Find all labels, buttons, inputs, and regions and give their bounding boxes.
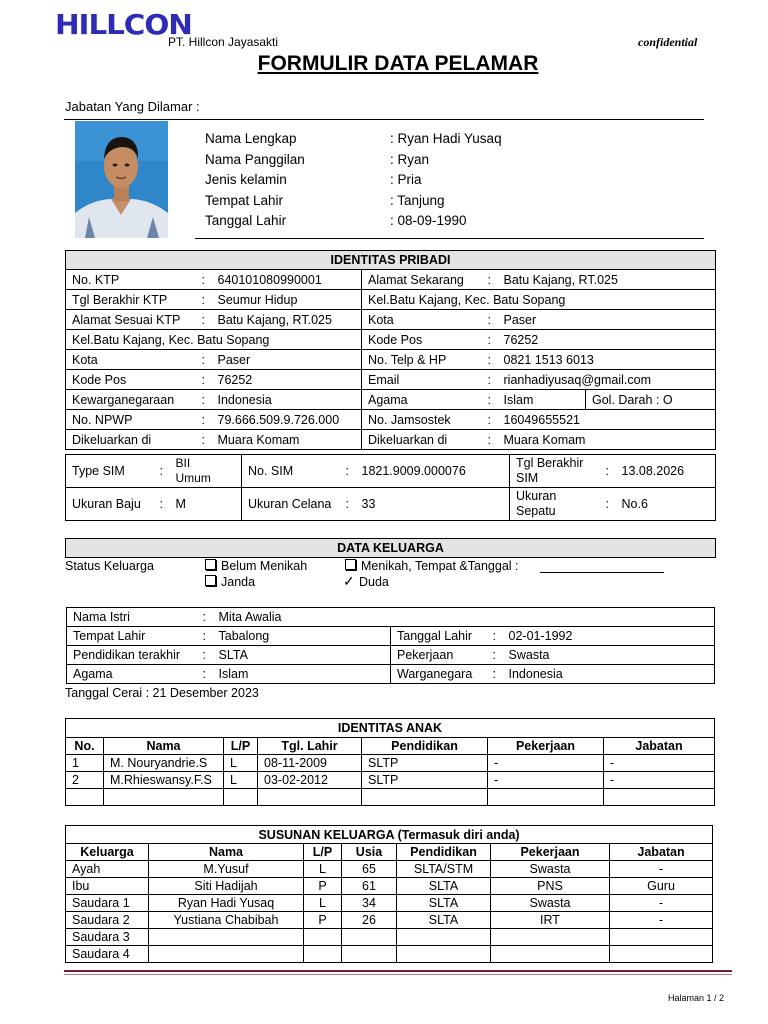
column-header: Pendidikan	[362, 738, 488, 755]
table-cell	[397, 929, 491, 946]
table-cell: Saudara 3	[66, 929, 149, 946]
value-agama-istri: Islam	[213, 665, 391, 684]
value-jamsostek: 16049655521	[498, 410, 716, 430]
colon: :	[482, 310, 498, 330]
column-header: Nama	[104, 738, 224, 755]
colon: :	[482, 430, 498, 450]
table-cell: P	[304, 878, 342, 895]
table-cell: 08-11-2009	[258, 755, 362, 772]
colon: :	[482, 370, 498, 390]
susunan-keluarga-heading: SUSUNAN KELUARGA (Termasuk diri anda)	[66, 826, 713, 844]
column-header: L/P	[304, 844, 342, 861]
label-tgl-sim-1: Tgl Berakhir	[516, 456, 584, 470]
table-cell	[342, 929, 397, 946]
value-pekerjaan-istri: Swasta	[503, 646, 715, 665]
table-cell	[362, 789, 488, 806]
table-cell: P	[304, 912, 342, 929]
colon: :	[340, 455, 356, 488]
table-row	[66, 789, 715, 806]
info-value-nama-panggilan: : Ryan	[390, 152, 430, 167]
label-no-ktp: No. KTP	[66, 270, 196, 290]
label-kota-ktp: Kota	[66, 350, 196, 370]
table-row	[66, 946, 713, 963]
table-cell: M.Yusuf	[149, 861, 304, 878]
value-email: rianhadiyusaq@gmail.com	[498, 370, 716, 390]
table-cell	[610, 929, 713, 946]
data-keluarga-heading: DATA KELUARGA	[65, 538, 716, 558]
option-belum-menikah[interactable]	[205, 559, 307, 573]
table-row	[66, 878, 713, 895]
istri-table	[66, 607, 715, 684]
option-belum-menikah-label: Belum Menikah	[221, 559, 308, 573]
table-cell: Ayah	[66, 861, 149, 878]
value-ukuran-celana: 33	[356, 488, 510, 521]
table-cell: IRT	[491, 912, 610, 929]
susunan-header-row	[66, 844, 713, 861]
value-nama-istri: Mita Awalia	[213, 608, 715, 627]
table-cell: L	[304, 895, 342, 912]
table-cell: 1	[66, 755, 104, 772]
info-label-tanggal-lahir: Tanggal Lahir	[205, 213, 287, 228]
colon: :	[196, 390, 212, 410]
label-tgl-sim-2: SIM	[516, 471, 539, 485]
label-pekerjaan-istri: Pekerjaan	[391, 646, 487, 665]
info-label-tempat-lahir: Tempat Lahir	[205, 193, 284, 208]
divider-info	[195, 238, 704, 239]
jabatan-label: Jabatan Yang Dilamar :	[65, 99, 200, 114]
colon: :	[197, 646, 213, 665]
value-tgl-ktp: Seumur Hidup	[212, 290, 362, 310]
label-tgl-sim	[510, 455, 600, 488]
identitas-anak-heading: IDENTITAS ANAK	[66, 719, 715, 738]
label-telp: No. Telp & HP	[362, 350, 482, 370]
table-cell: -	[610, 895, 713, 912]
label-type-sim: Type SIM	[66, 455, 154, 488]
anak-header-row	[66, 738, 715, 755]
table-cell: SLTP	[362, 755, 488, 772]
colon: :	[487, 627, 503, 646]
table-row	[66, 861, 713, 878]
value-kelurahan-sekarang: Kel.Batu Kajang, Kec. Batu Sopang	[362, 290, 716, 310]
table-cell: L	[304, 861, 342, 878]
company-name: PT. Hillcon Jayasakti	[168, 35, 279, 49]
table-cell: Saudara 4	[66, 946, 149, 963]
label-kewarganegaraan: Kewarganegaraan	[66, 390, 196, 410]
table-cell: Yustiana Chabibah	[149, 912, 304, 929]
column-header: Jabatan	[610, 844, 713, 861]
page-number: Halaman 1 / 2	[668, 993, 725, 1003]
value-alamat-ktp: Batu Kajang, RT.025	[212, 310, 362, 330]
label-kodepos-sekarang: Kode Pos	[362, 330, 482, 350]
table-cell: -	[610, 912, 713, 929]
table-cell: -	[604, 772, 715, 789]
colon: :	[197, 627, 213, 646]
colon: :	[196, 310, 212, 330]
value-kodepos-sekarang: 76252	[498, 330, 716, 350]
table-cell	[488, 789, 604, 806]
label-npwp: No. NPWP	[66, 410, 196, 430]
table-cell: 03-02-2012	[258, 772, 362, 789]
table-cell	[304, 946, 342, 963]
label-dikeluarkan-jamsostek: Dikeluarkan di	[362, 430, 482, 450]
option-menikah-label: Menikah, Tempat &Tanggal :	[361, 559, 519, 573]
label-no-sim: No. SIM	[242, 455, 340, 488]
colon: :	[482, 270, 498, 290]
table-cell: -	[488, 772, 604, 789]
value-telp: 0821 1513 6013	[498, 350, 716, 370]
table-cell: Swasta	[491, 861, 610, 878]
value-gol-darah: Gol. Darah : O	[586, 390, 716, 410]
table-cell	[397, 946, 491, 963]
colon: :	[600, 488, 616, 521]
table-cell: L	[224, 755, 258, 772]
table-cell: SLTA	[397, 895, 491, 912]
tanggal-cerai: Tanggal Cerai : 21 Desember 2023	[65, 686, 259, 700]
checkbox-icon	[205, 575, 216, 586]
table-cell	[149, 929, 304, 946]
option-duda[interactable]	[343, 573, 389, 590]
value-dikeluarkan-npwp: Muara Komam	[212, 430, 362, 450]
table-cell	[258, 789, 362, 806]
table-row	[66, 772, 715, 789]
column-header: No.	[66, 738, 104, 755]
table-cell	[104, 789, 224, 806]
footer-line	[64, 970, 732, 972]
table-cell: -	[604, 755, 715, 772]
colon: :	[340, 488, 356, 521]
info-value-tempat-lahir: : Tanjung	[390, 193, 445, 208]
value-no-sim: 1821.9009.000076	[356, 455, 510, 488]
info-value-tanggal-lahir: : 08-09-1990	[390, 213, 467, 228]
table-cell: Swasta	[491, 895, 610, 912]
label-ukuran-sepatu-2: Sepatu	[516, 504, 556, 518]
table-cell: 2	[66, 772, 104, 789]
table-cell: -	[610, 861, 713, 878]
table-cell	[304, 929, 342, 946]
table-cell	[66, 789, 104, 806]
info-label-nama-panggilan: Nama Panggilan	[205, 152, 305, 167]
column-header: Pekerjaan	[488, 738, 604, 755]
table-row	[66, 755, 715, 772]
table-cell: M. Nouryandrie.S	[104, 755, 224, 772]
label-kota-sekarang: Kota	[362, 310, 482, 330]
value-npwp: 79.666.509.9.726.000	[212, 410, 362, 430]
value-alamat-sekarang: Batu Kajang, RT.025	[498, 270, 716, 290]
table-cell: M.Rhieswansy.F.S	[104, 772, 224, 789]
table-cell	[491, 946, 610, 963]
value-kota-sekarang: Paser	[498, 310, 716, 330]
identitas-pribadi-heading: IDENTITAS PRIBADI	[66, 251, 716, 270]
colon: :	[487, 646, 503, 665]
value-kelurahan-ktp: Kel.Batu Kajang, Kec. Batu Sopang	[66, 330, 362, 350]
option-janda[interactable]	[205, 575, 255, 589]
colon: :	[482, 390, 498, 410]
table-cell: SLTA/STM	[397, 861, 491, 878]
table-cell: Guru	[610, 878, 713, 895]
checkmark-icon: ✓	[343, 573, 355, 589]
value-tempat-lahir-istri: Tabalong	[213, 627, 391, 646]
value-dikeluarkan-jamsostek: Muara Komam	[498, 430, 716, 450]
table-cell: L	[224, 772, 258, 789]
table-cell: -	[488, 755, 604, 772]
label-email: Email	[362, 370, 482, 390]
colon: :	[197, 665, 213, 684]
colon: :	[196, 350, 212, 370]
value-type-sim-2: Umum	[175, 471, 211, 485]
table-cell: PNS	[491, 878, 610, 895]
anak-body	[66, 755, 715, 806]
label-alamat-ktp: Alamat Sesuai KTP	[66, 310, 196, 330]
option-duda-label: Duda	[359, 575, 389, 589]
column-header: L/P	[224, 738, 258, 755]
value-no-ktp: 640101080990001	[212, 270, 362, 290]
divider-top	[64, 119, 704, 120]
value-kewarganegaraan: Indonesia	[212, 390, 362, 410]
table-cell: Saudara 1	[66, 895, 149, 912]
label-pendidikan-istri: Pendidikan terakhir	[67, 646, 197, 665]
label-kodepos-ktp: Kode Pos	[66, 370, 196, 390]
value-agama: Islam	[498, 390, 586, 410]
value-tanggal-lahir-istri: 02-01-1992	[503, 627, 715, 646]
column-header: Pendidikan	[397, 844, 491, 861]
colon: :	[197, 608, 213, 627]
applicant-photo	[75, 121, 168, 238]
checkbox-icon	[345, 559, 356, 570]
identitas-pribadi-table	[65, 250, 716, 450]
label-agama: Agama	[362, 390, 482, 410]
value-type-sim	[170, 455, 242, 488]
table-cell: 26	[342, 912, 397, 929]
colon: :	[154, 455, 170, 488]
colon: :	[154, 488, 170, 521]
colon: :	[482, 330, 498, 350]
table-cell	[610, 946, 713, 963]
colon: :	[196, 270, 212, 290]
table-row	[66, 929, 713, 946]
value-tgl-sim: 13.08.2026	[616, 455, 716, 488]
info-value-nama-lengkap: : Ryan Hadi Yusaq	[390, 131, 502, 146]
column-header: Pekerjaan	[491, 844, 610, 861]
table-cell	[491, 929, 610, 946]
confidential-mark: confidential	[638, 35, 698, 49]
table-cell: Siti Hadijah	[149, 878, 304, 895]
table-cell: Saudara 2	[66, 912, 149, 929]
label-tgl-ktp: Tgl Berakhir KTP	[66, 290, 196, 310]
column-header: Jabatan	[604, 738, 715, 755]
label-agama-istri: Agama	[67, 665, 197, 684]
table-row	[66, 912, 713, 929]
table-cell	[224, 789, 258, 806]
colon: :	[482, 410, 498, 430]
table-cell: 65	[342, 861, 397, 878]
value-pendidikan-istri: SLTA	[213, 646, 391, 665]
label-ukuran-sepatu	[510, 488, 600, 521]
option-janda-label: Janda	[221, 575, 256, 589]
label-jamsostek: No. Jamsostek	[362, 410, 482, 430]
footer-line-thin	[64, 974, 732, 975]
colon: :	[196, 410, 212, 430]
label-alamat-sekarang: Alamat Sekarang	[362, 270, 482, 290]
column-header: Keluarga	[66, 844, 149, 861]
colon: :	[196, 290, 212, 310]
company-logo: HILLCON	[55, 8, 192, 41]
identitas-anak-table	[65, 718, 715, 806]
label-dikeluarkan-npwp: Dikeluarkan di	[66, 430, 196, 450]
colon: :	[482, 350, 498, 370]
page-title: FORMULIR DATA PELAMAR	[257, 52, 539, 75]
label-nama-istri: Nama Istri	[67, 608, 197, 627]
colon: :	[196, 370, 212, 390]
table-cell	[604, 789, 715, 806]
value-type-sim-1: BII	[175, 456, 191, 470]
option-menikah[interactable]	[345, 559, 519, 573]
checkbox-icon	[205, 559, 216, 570]
label-tanggal-lahir-istri: Tanggal Lahir	[391, 627, 487, 646]
label-ukuran-sepatu-1: Ukuran	[516, 489, 557, 503]
susunan-keluarga-table	[65, 825, 713, 963]
value-kota-ktp: Paser	[212, 350, 362, 370]
value-warganegara-istri: Indonesia	[503, 665, 715, 684]
info-label-nama-lengkap: Nama Lengkap	[205, 131, 297, 146]
value-ukuran-baju: M	[170, 488, 242, 521]
label-warganegara-istri: Warganegara	[391, 665, 487, 684]
table-cell: Ryan Hadi Yusaq	[149, 895, 304, 912]
value-ukuran-sepatu: No.6	[616, 488, 716, 521]
colon: :	[600, 455, 616, 488]
table-cell: SLTP	[362, 772, 488, 789]
column-header: Tgl. Lahir	[258, 738, 362, 755]
sim-table	[65, 454, 716, 521]
table-cell: Ibu	[66, 878, 149, 895]
menikah-fill-line	[540, 572, 664, 573]
table-row	[66, 895, 713, 912]
value-kodepos-ktp: 76252	[212, 370, 362, 390]
column-header: Usia	[342, 844, 397, 861]
status-keluarga-label: Status Keluarga	[65, 559, 154, 573]
table-cell	[342, 946, 397, 963]
table-cell	[149, 946, 304, 963]
colon: :	[487, 665, 503, 684]
label-tempat-lahir-istri: Tempat Lahir	[67, 627, 197, 646]
colon: :	[196, 430, 212, 450]
label-ukuran-baju: Ukuran Baju	[66, 488, 154, 521]
susunan-body	[66, 861, 713, 963]
table-cell: SLTA	[397, 878, 491, 895]
table-cell: 34	[342, 895, 397, 912]
info-value-jenis-kelamin: : Pria	[390, 172, 422, 187]
table-cell: 61	[342, 878, 397, 895]
table-cell: SLTA	[397, 912, 491, 929]
label-ukuran-celana: Ukuran Celana	[242, 488, 340, 521]
info-label-jenis-kelamin: Jenis kelamin	[205, 172, 287, 187]
column-header: Nama	[149, 844, 304, 861]
